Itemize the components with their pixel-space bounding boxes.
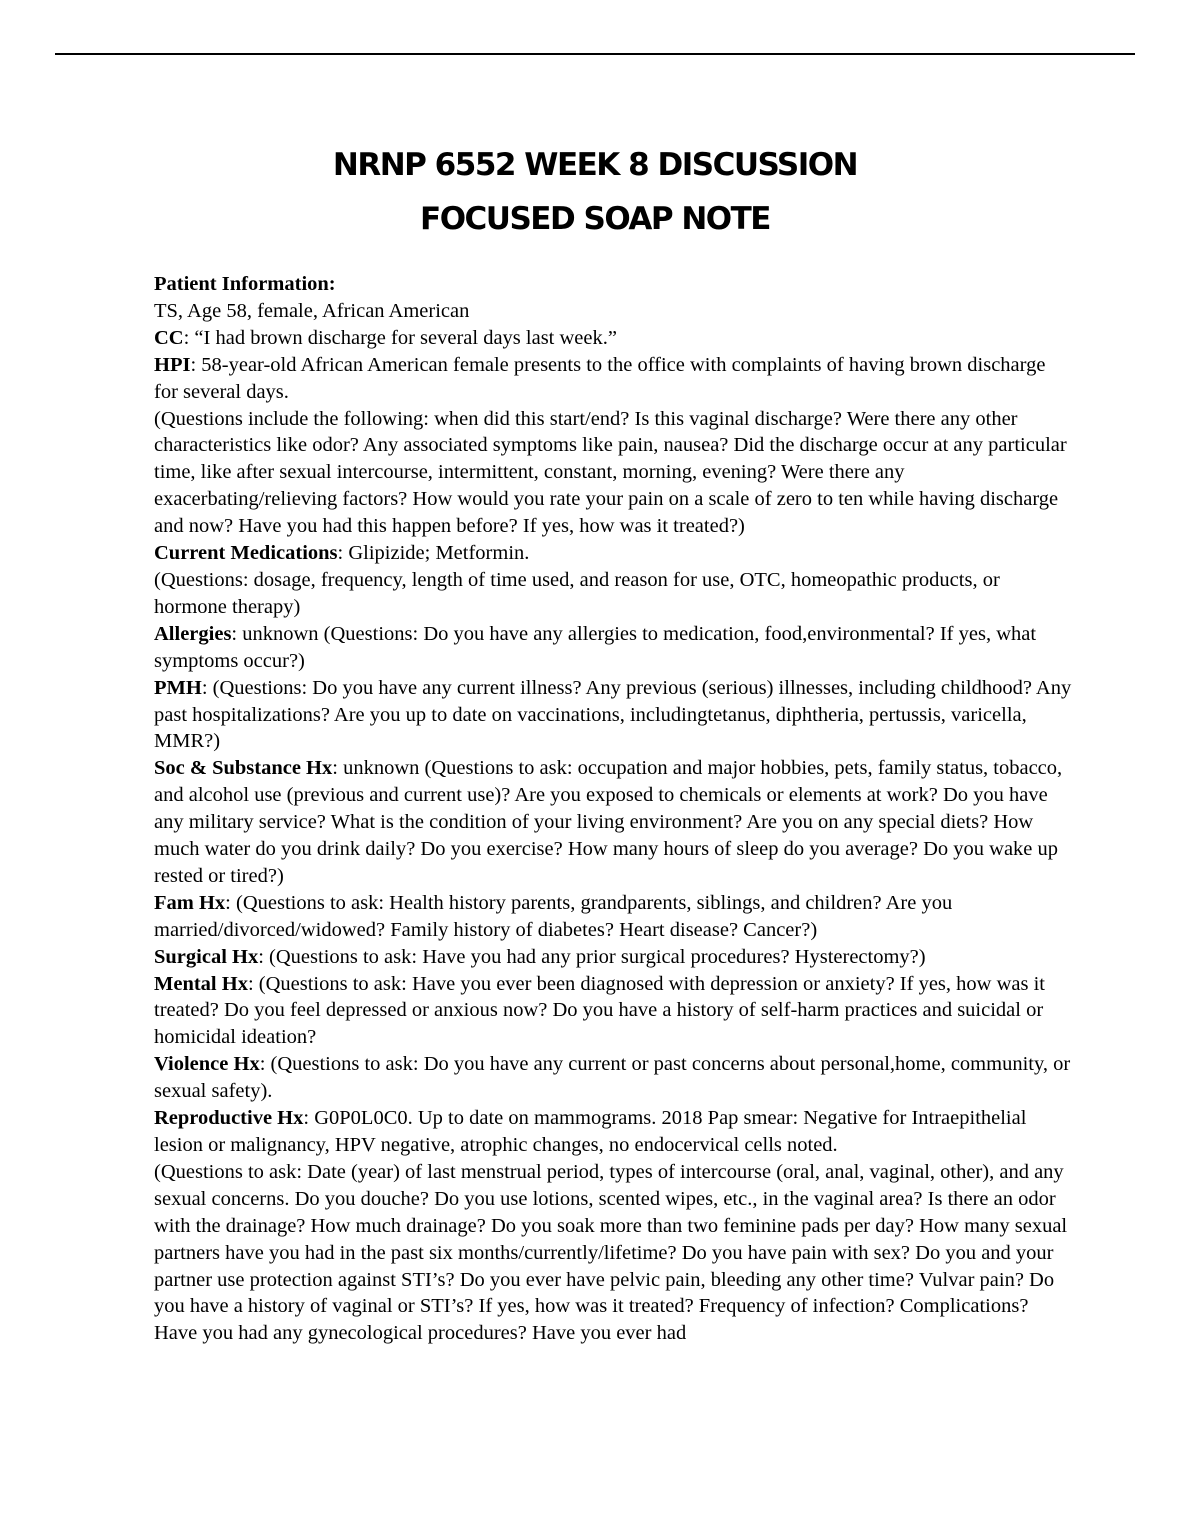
document-title-line2: FOCUSED SOAP NOTE	[420, 201, 770, 237]
violence-text: : (Questions to ask: Do you have any current or past concerns about personal,home, community, or sexual safety).	[154, 1053, 1071, 1103]
allergies-label: Allergies	[154, 622, 232, 645]
cc-text: : “I had brown discharge for several days last week.”	[183, 326, 617, 349]
allergies-text: : unknown (Questions: Do you have any allergies to medication, food,environmental? If yes, what symptoms occur?)	[154, 622, 1037, 672]
top-rule	[55, 53, 1135, 55]
cc-section	[154, 325, 1074, 352]
soc-section	[154, 755, 1074, 890]
hpi-questions: (Questions include the following: when did this start/end? Is this vaginal discharge? Were there any other characteristics like odor? Any associated symptoms like pain, nausea? Did the discharge occur at any particular time, like after sexual intercourse, intermittent, constant, morning, evening? Were there any exacerbating/relieving factors? How would you rate your pain on a scale of zero to ten while having discharge and now? Have you had this happen before? If yes, how was it treated?)	[154, 407, 1067, 538]
reproductive-questions: (Questions to ask: Date (year) of last menstrual period, types of intercourse (oral, anal, vaginal, other), and any sexual concerns. Do you douche? Do you use lotions, scented wipes, etc., in the vaginal area? Is there an odor with the drainage? How much drainage? Do you soak more than two feminine pads per day? How many sexual partners have you had in the past six months/currently/lifetime? Do you have pain with sex? Do you and your partner use protection against STI’s? Do you ever have pelvic pain, bleeding any other time? Vulvar pain? Do you have a history of vaginal or STI’s? If yes, how was it treated? Frequency of infection? Complications? Have you had any gynecological procedures? Have you ever had	[154, 1160, 1068, 1345]
soc-text: : unknown (Questions to ask: occupation and major hobbies, pets, family status, tobacco, and alcohol use (previous and current use)? Are you exposed to chemicals or elements at work? Do you have any military service? What is the condition of your living environment? Are you on any special diets? How much water do you drink daily? Do you exercise? How many hours of sleep do you average? Do you wake up rested or tired?)	[154, 757, 1063, 887]
surgical-label: Surgical Hx	[154, 945, 259, 968]
violence-label: Violence Hx	[154, 1053, 260, 1076]
document-title-line1: NRNP 6552 WEEK 8 DISCUSSION	[332, 147, 858, 183]
fam-section	[154, 890, 1074, 944]
cc-label: CC	[154, 326, 184, 349]
medications-questions: (Questions: dosage, frequency, length of time used, and reason for use, OTC, homeopathic products, or hormone therapy)	[154, 568, 1000, 618]
pmh-section	[154, 675, 1074, 756]
surgical-text: : (Questions to ask: Have you had any prior surgical procedures? Hysterectomy?)	[258, 945, 926, 968]
hpi-label: HPI	[154, 353, 191, 376]
hpi-text: : 58-year-old African American female presents to the office with complaints of having brown discharge for several days.	[154, 353, 1046, 403]
reproductive-text: : G0P0L0C0. Up to date on mammograms. 2018 Pap smear: Negative for Intraepithelial lesion or malignancy, HPV negative, atrophic changes, no endocervical cells noted.	[154, 1107, 1027, 1156]
pmh-text: : (Questions: Do you have any current illness? Any previous (serious) illnesses, including childhood? Any past hospitalizations? Are you up to date on vaccinations, includingtetanus, diphtheria, pertussis, varicella, MMR?)	[154, 676, 1072, 753]
surgical-section	[154, 944, 1074, 971]
mental-label: Mental Hx	[154, 972, 248, 995]
soap-note-body	[154, 271, 1074, 1347]
soc-label: Soc & Substance Hx	[154, 757, 333, 780]
reproductive-label: Reproductive Hx	[154, 1107, 304, 1130]
violence-section	[154, 1051, 1074, 1105]
patient-info-heading: Patient Information:	[154, 273, 336, 295]
allergies-section	[154, 621, 1074, 675]
medications-label: Current Medications	[154, 542, 338, 565]
reproductive-section	[154, 1105, 1074, 1159]
fam-text: : (Questions to ask: Health history parents, grandparents, siblings, and children? Are you married/divorced/widowed? Family history of diabetes? Heart disease? Cancer?)	[154, 891, 953, 941]
mental-section	[154, 971, 1074, 1052]
medications-section	[154, 540, 1074, 567]
fam-label: Fam Hx	[154, 891, 226, 914]
pmh-label: PMH	[154, 676, 202, 699]
patient-info-text: TS, Age 58, female, African American	[154, 299, 470, 322]
hpi-section	[154, 352, 1074, 406]
medications-text: : Glipizide; Metformin.	[337, 542, 530, 565]
mental-text: : (Questions to ask: Have you ever been diagnosed with depression or anxiety? If yes, how was it treated? Do you feel depressed or anxious now? Do you have a history of self-harm practices and suicidal or homicidal ideation?	[154, 972, 1045, 1049]
